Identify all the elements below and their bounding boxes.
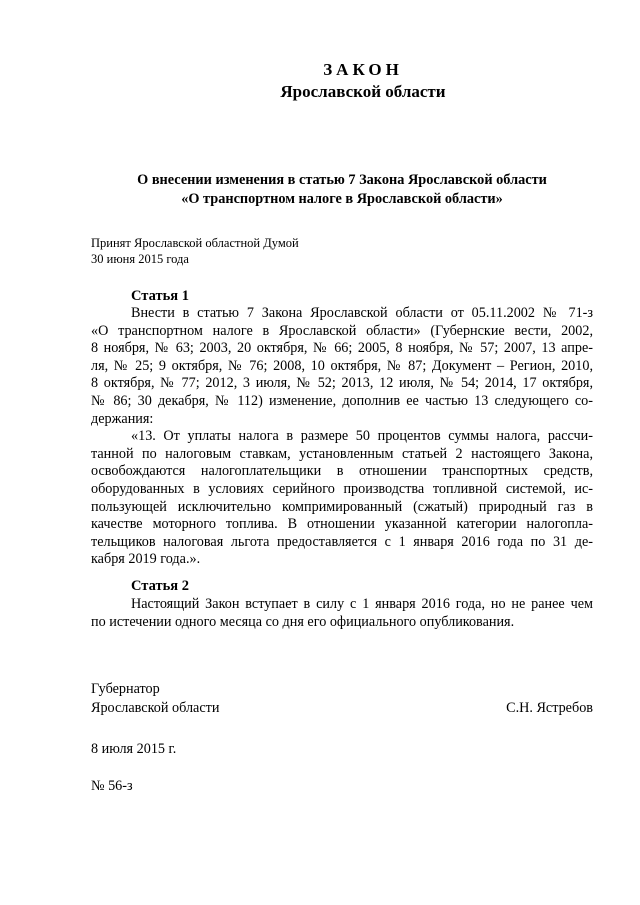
text-line: оборудованных в условиях серийного производства топливной системой, ис- bbox=[91, 480, 593, 497]
law-title-line: «О транспортном налоге в Ярославской области» bbox=[181, 191, 503, 207]
adoption-note bbox=[91, 235, 299, 267]
text-line: 8 октября, № 77; 2012, 3 июля, № 52; 2013, 12 июля, № 54; 2014, 17 октября, bbox=[91, 375, 593, 392]
law-title-line: О внесении изменения в статью 7 Закона Ярославской области bbox=[137, 172, 547, 188]
text-line: Настоящий Закон вступает в силу с 1 января 2016 года, но не ранее чем bbox=[131, 596, 593, 612]
text-line: кабря 2019 года.». bbox=[91, 551, 201, 568]
text-line: 8 ноября, № 63; 2003, 20 октября, № 66; 2005, 8 ноября, № 57; 2007, 13 апре- bbox=[91, 340, 593, 357]
text-line: освобождаются налогоплательщики в отношении транспортных средств, bbox=[91, 463, 593, 480]
text-line: пользующей исключительно компримированный (сжатый) природный газ в bbox=[91, 498, 593, 515]
article-2-text bbox=[91, 596, 593, 631]
signing-date: 8 июля 2015 г. bbox=[91, 741, 177, 757]
text-line: качестве моторного топлива. В отношении указанной категории налогопла- bbox=[91, 516, 593, 533]
adoption-body: Принят Ярославской областной Думой bbox=[91, 236, 299, 250]
text-line: держания: bbox=[91, 410, 154, 427]
signatory-position: Губернатор bbox=[91, 681, 160, 697]
text-line: танной по налоговым ставкам, установленным статьей 2 настоящего Закона, bbox=[91, 445, 593, 462]
law-heading: ЗАКОН bbox=[323, 60, 403, 79]
law-title bbox=[91, 171, 593, 209]
signature-block bbox=[91, 680, 593, 718]
text-line: тельщиков налоговая льгота предоставляется с 1 января 2016 года по 31 де- bbox=[91, 533, 593, 550]
law-region: Ярославской области bbox=[280, 82, 446, 101]
text-line: Внести в статью 7 Закона Ярославской области от 05.11.2002 № 71-з bbox=[131, 305, 593, 321]
article-1-heading: Статья 1 bbox=[131, 288, 189, 304]
article-1-text bbox=[91, 305, 593, 569]
text-line: «О транспортном налоге в Ярославской области» (Губернские вести, 2002, bbox=[91, 322, 593, 339]
text-line: по истечении одного месяца со дня его официального опубликования. bbox=[91, 613, 515, 630]
text-line: «13. От уплаты налога в размере 50 процентов суммы налога, рассчи- bbox=[131, 428, 593, 445]
signatory-position: Ярославской области bbox=[91, 700, 220, 716]
article-2-heading: Статья 2 bbox=[131, 578, 189, 594]
text-line: № 86; 30 декабря, № 112) изменение, дополнив ее частью 13 следующего со- bbox=[91, 392, 593, 409]
adoption-date: 30 июня 2015 года bbox=[91, 252, 189, 266]
text-line: ля, № 25; 9 октября, № 76; 2008, 10 октября, № 87; Документ – Регион, 2010, bbox=[91, 357, 593, 374]
signatory-name: С.Н. Ястребов bbox=[506, 700, 593, 716]
law-number: № 56-з bbox=[91, 778, 133, 794]
